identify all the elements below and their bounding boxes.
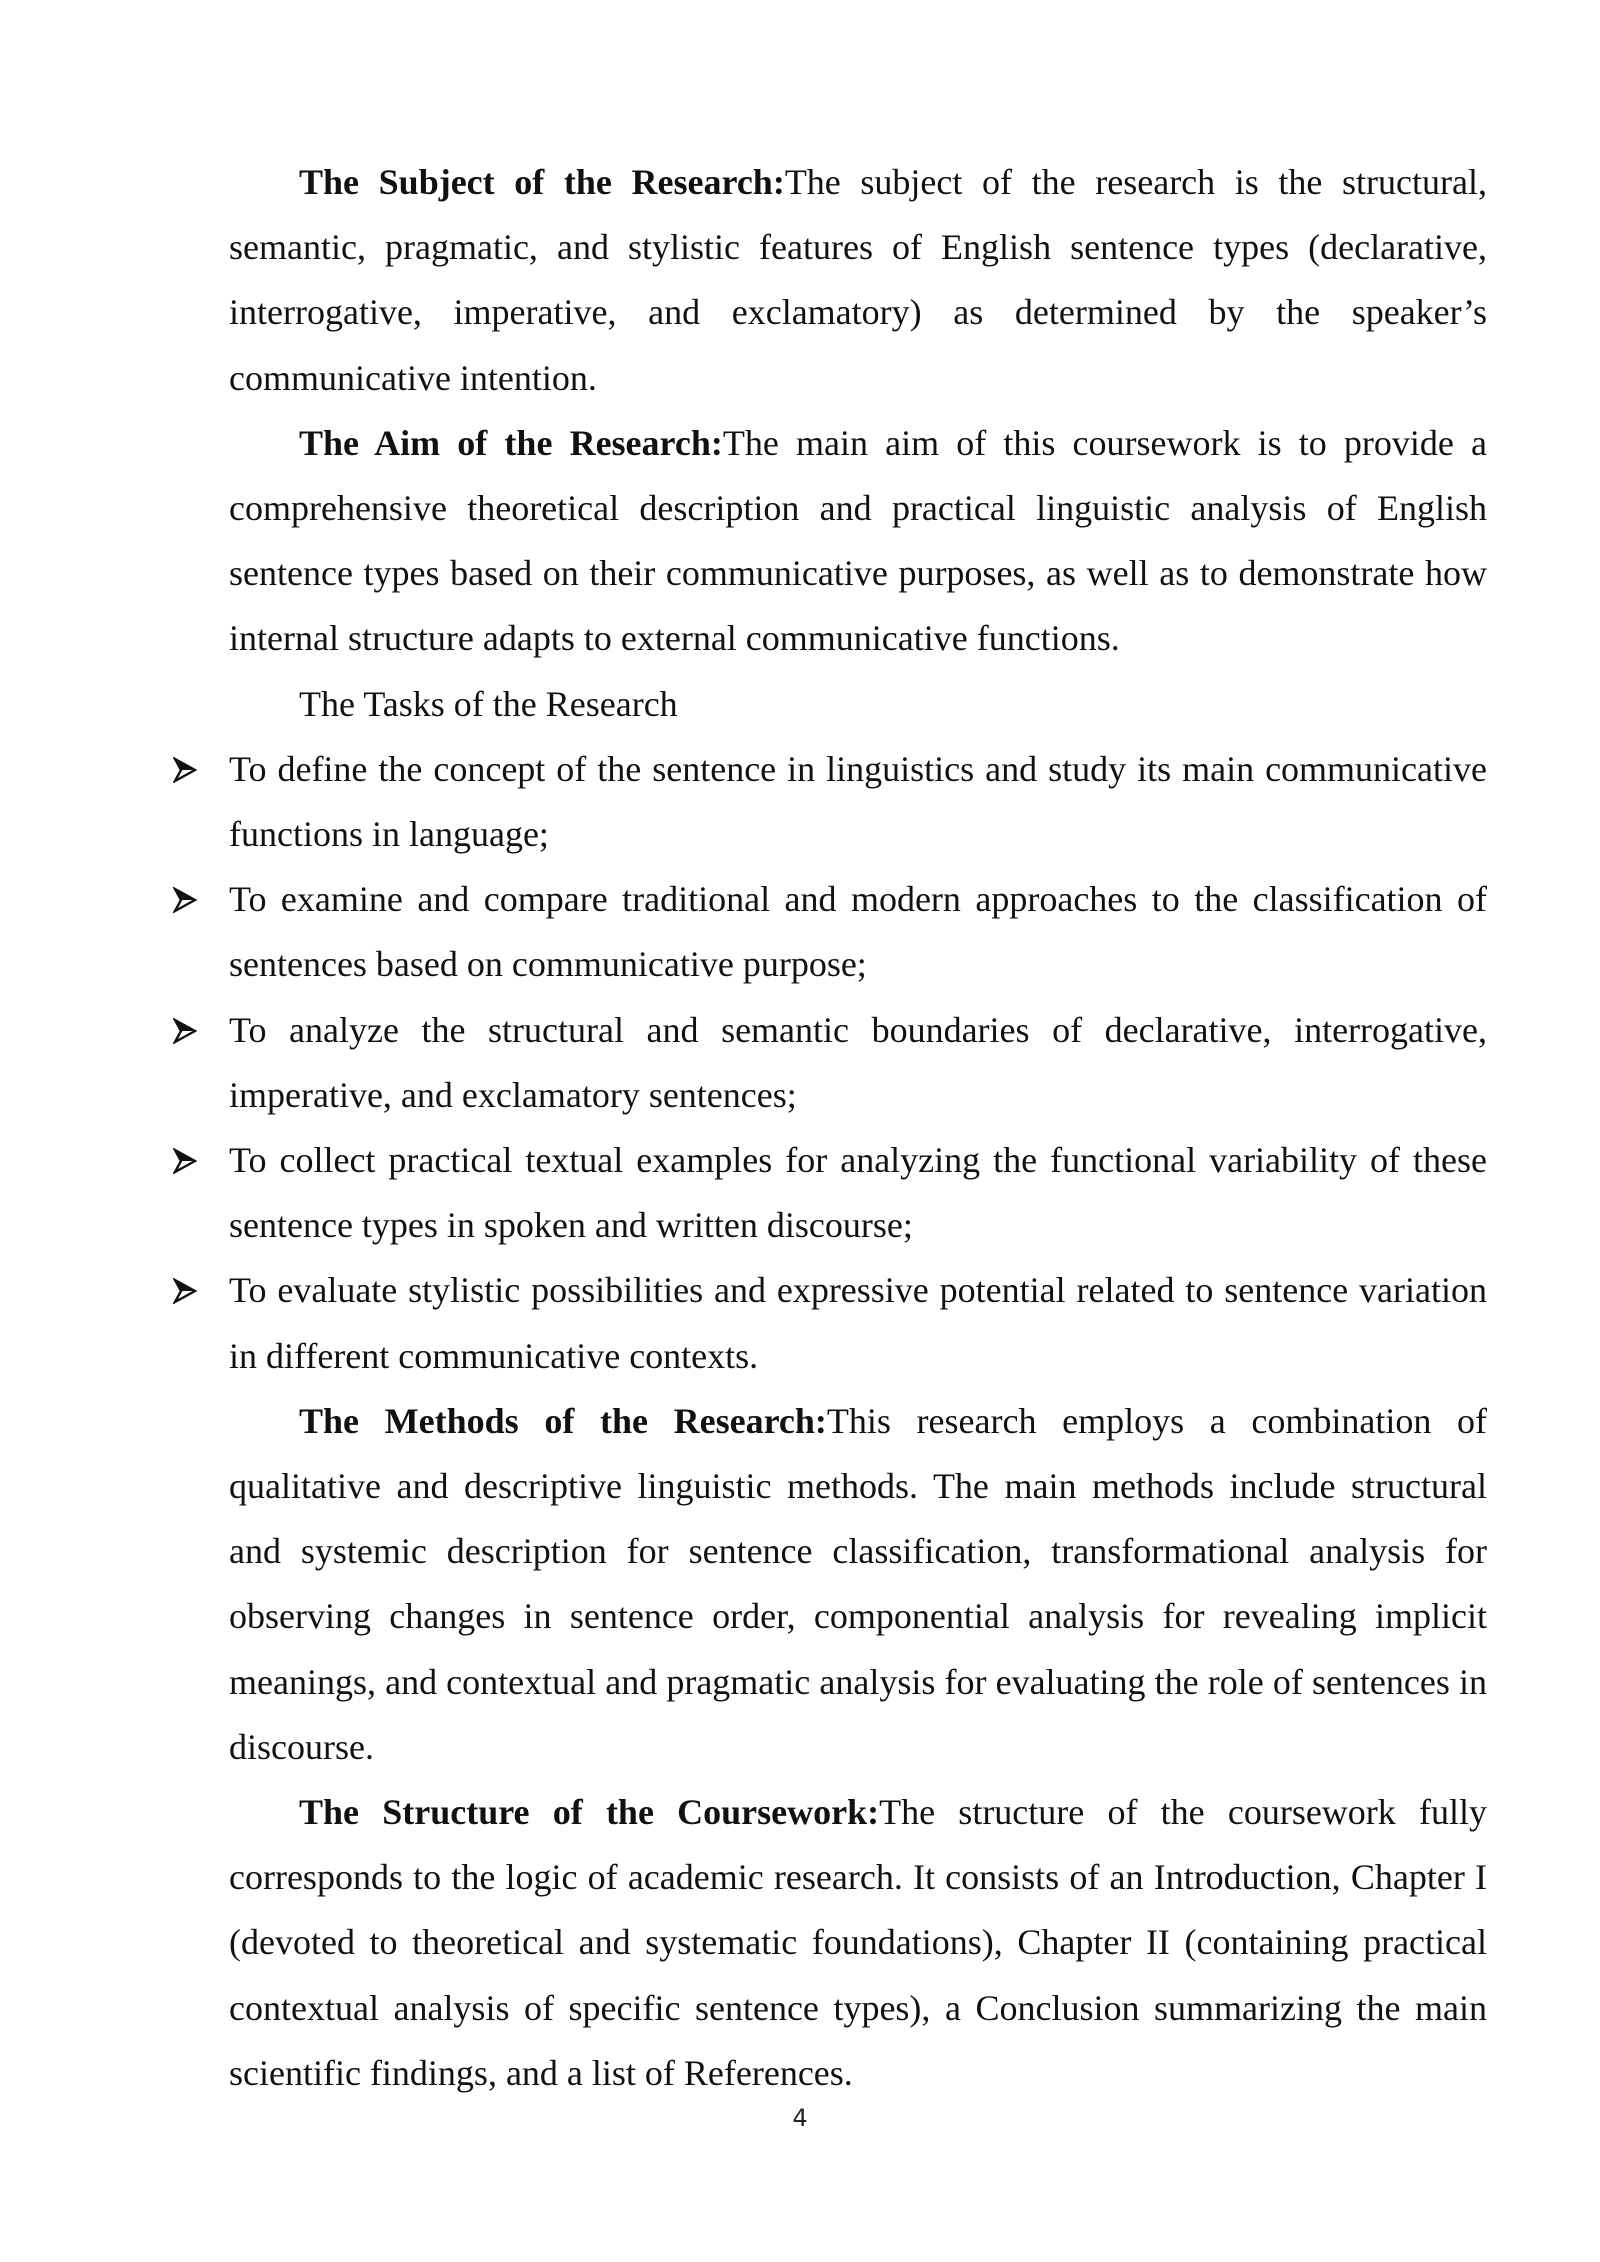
- task-item-4: [229, 1128, 1487, 1258]
- structure-label: The Structure of the Coursework:: [299, 1792, 880, 1833]
- page-number: 4: [792, 2104, 808, 2132]
- task-item-2: [229, 867, 1487, 997]
- task-item-3: [229, 998, 1487, 1128]
- subject-paragraph: [229, 150, 1487, 411]
- task-text-4: To collect practical textual examples for analyzing the functional variability of these sentence types in spoken and written discourse;: [229, 1140, 1487, 1246]
- arrow-bullet-icon: [173, 1258, 213, 1323]
- aim-label: The Aim of the Research:: [299, 422, 723, 463]
- arrow-bullet-icon: [173, 998, 213, 1063]
- task-item-1: [229, 737, 1487, 867]
- arrow-bullet-icon: [173, 1128, 213, 1193]
- structure-text: The structure of the coursework fully corresponds to the logic of academic research. It consists of an Introduction, Chapter I (devoted to theoretical and systematic foundations), Chapter II (containing practical contextual analysis of specific sentence types), a Conclusion summarizing the main scientific findings, and a list of References.: [229, 1792, 1488, 2093]
- tasks-heading: The Tasks of the Research: [299, 683, 678, 724]
- tasks-list: [229, 737, 1487, 1389]
- page-content: [229, 150, 1487, 2106]
- methods-label: The Methods of the Research:: [299, 1400, 827, 1441]
- structure-paragraph: [229, 1780, 1487, 2106]
- aim-paragraph: [229, 411, 1487, 672]
- subject-text: The subject of the research is the structural, semantic, pragmatic, and stylistic features of English sentence types (declarative, interrogative, imperative, and exclamatory) as determined by the speaker’s communicative intention.: [229, 162, 1487, 398]
- subject-label: The Subject of the Research:: [299, 162, 785, 202]
- arrow-bullet-icon: [173, 737, 213, 802]
- aim-text: The main aim of this coursework is to provide a comprehensive theoretical description and practical linguistic analysis of English sentence types based on their communicative purposes, as well as to demonstrate how internal structure adapts to external communicative functions.: [229, 422, 1487, 659]
- methods-paragraph: [229, 1389, 1487, 1780]
- task-text-3: To analyze the structural and semantic boundaries of declarative, interrogative, imperative, and exclamatory sentences;: [229, 1009, 1487, 1115]
- task-item-5: [229, 1258, 1487, 1388]
- arrow-bullet-icon: [173, 867, 213, 932]
- methods-text: This research employs a combination of qualitative and descriptive linguistic methods. The main methods include structural and systemic description for sentence classification, transformational analysis for observing changes in sentence order, componential analysis for revealing implicit meanings, and contextual and pragmatic analysis for evaluating the role of sentences in discourse.: [229, 1400, 1487, 1767]
- task-text-5: To evaluate stylistic possibilities and expressive potential related to sentence variation in different communicative contexts.: [229, 1270, 1487, 1376]
- task-text-2: To examine and compare traditional and modern approaches to the classification of sentences based on communicative purpose;: [229, 879, 1487, 985]
- task-text-1: To define the concept of the sentence in linguistics and study its main communicative functions in language;: [229, 748, 1487, 855]
